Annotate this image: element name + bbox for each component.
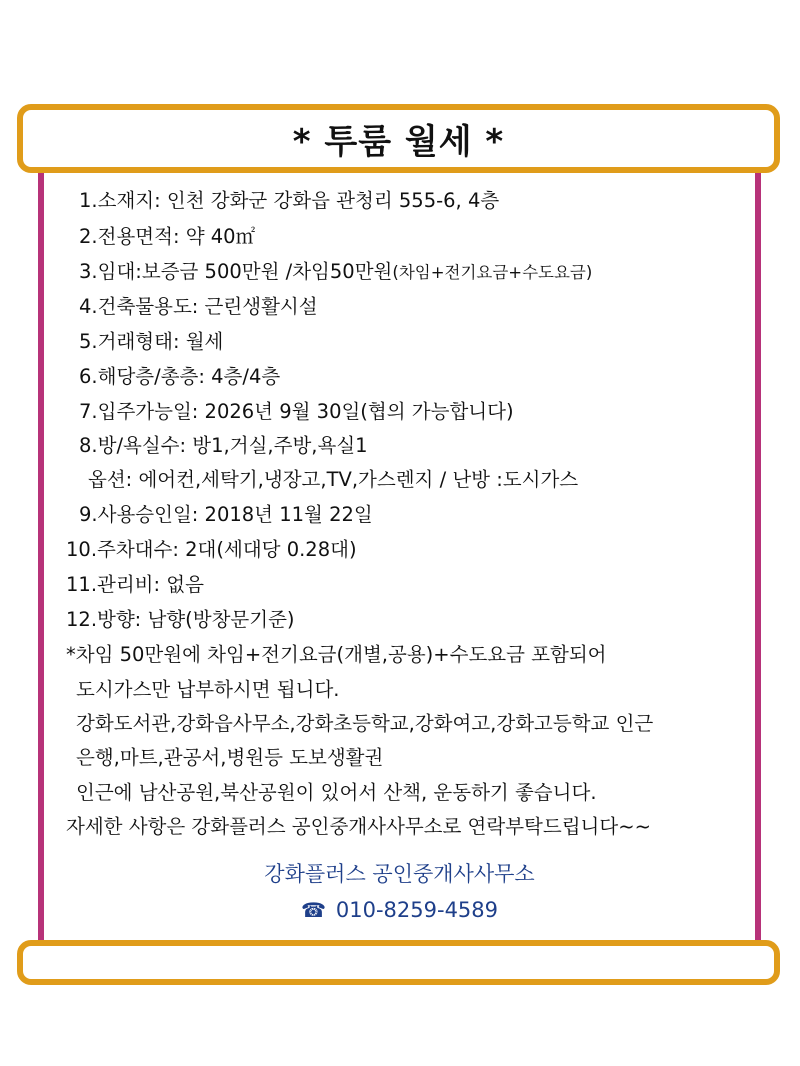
note-parks: 인근에 남산공원,북산공원이 있어서 산책, 운동하기 좋습니다. (76, 781, 597, 804)
title-banner (17, 104, 780, 173)
item-lease-main: 3.임대:보증금 500만원 /차임50만원 (79, 260, 393, 283)
note-rent-includes: *차임 50만원에 차임+전기요금(개별,공용)+수도요금 포함되어 (66, 643, 607, 666)
item-rooms: 8.방/욕실수: 방1,거실,주방,욕실1 (79, 434, 368, 457)
note-nearby-schools: 강화도서관,강화읍사무소,강화초등학교,강화여고,강화고등학교 인근 (76, 712, 654, 735)
note-contact-request: 자세한 사항은 강화플러스 공인중개사사무소로 연락부탁드립니다~~ (66, 815, 651, 838)
note-gas: 도시가스만 납부하시면 됩니다. (76, 678, 340, 701)
bottom-banner (17, 940, 780, 985)
item-parking: 10.주차대수: 2대(세대당 0.28대) (66, 538, 357, 561)
page-title: * 투룸 월세 * (292, 122, 505, 162)
item-direction: 12.방향: 남향(방창문기준) (66, 608, 295, 631)
item-location: 1.소재지: 인천 강화군 강화읍 관청리 555-6, 4층 (79, 189, 500, 212)
phone-icon: ☎ (300, 898, 326, 922)
phone-line[interactable] (38, 898, 761, 922)
office-name: 강화플러스 공인중개사사무소 (264, 862, 535, 886)
item-lease (79, 262, 592, 282)
item-area: 2.전용면적: 약 40㎡ (79, 225, 256, 248)
item-approval-date: 9.사용승인일: 2018년 11월 22일 (79, 503, 373, 526)
item-building-use: 4.건축물용도: 근린생활시설 (79, 295, 318, 318)
phone-number[interactable]: 010-8259-4589 (335, 898, 499, 922)
item-maintenance: 11.관리비: 없음 (66, 573, 204, 596)
item-options: 옵션: 에어컨,세탁기,냉장고,TV,가스렌지 / 난방 :도시가스 (88, 468, 579, 491)
note-walkable: 은행,마트,관공서,병원등 도보생활권 (76, 746, 384, 769)
item-move-in: 7.입주가능일: 2026년 9월 30일(협의 가능합니다) (79, 400, 514, 423)
item-lease-note: (차임+전기요금+수도요금) (392, 263, 593, 282)
item-deal-type: 5.거래형태: 월세 (79, 330, 224, 353)
item-floor: 6.해당층/총층: 4층/4층 (79, 365, 281, 388)
